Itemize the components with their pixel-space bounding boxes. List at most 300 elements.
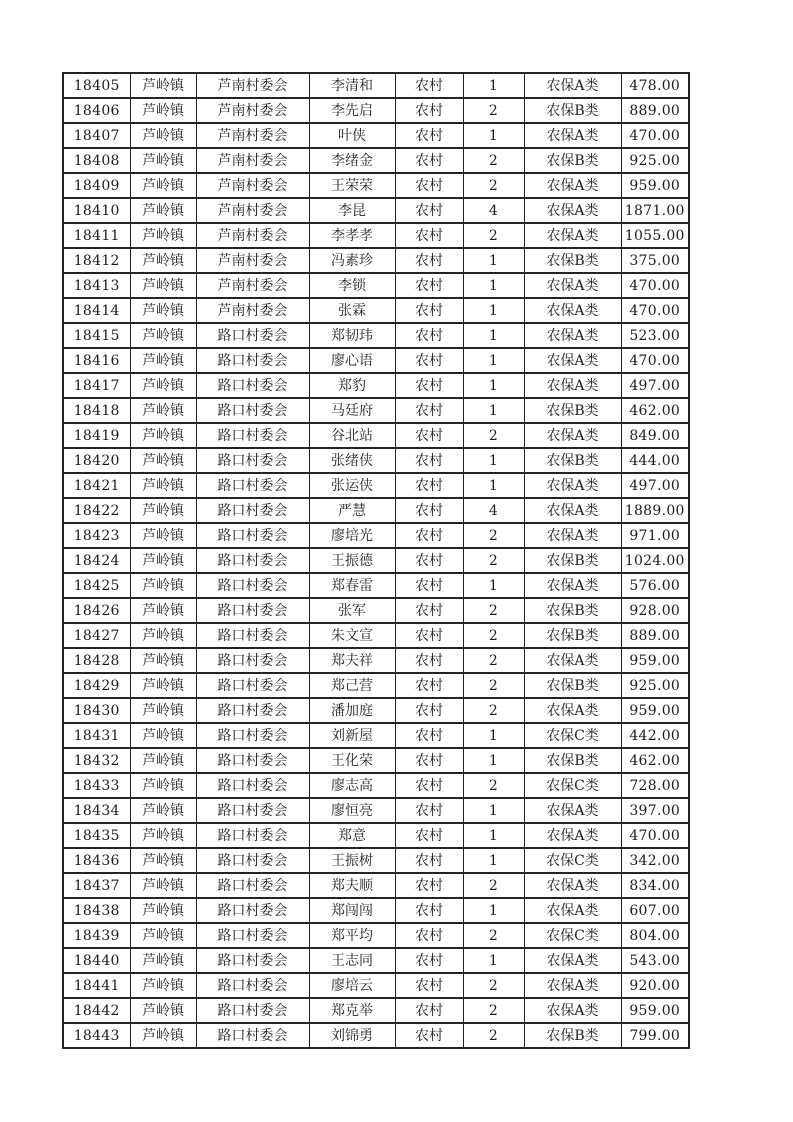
cell-name: 张军 (309, 598, 395, 623)
table-row (63, 723, 689, 748)
cell-id: 18407 (63, 123, 130, 148)
cell-village: 芦南村委会 (196, 73, 309, 98)
table-row (63, 698, 689, 723)
cell-name: 廖培光 (309, 523, 395, 548)
cell-id: 18417 (63, 373, 130, 398)
cell-town: 芦岭镇 (130, 423, 196, 448)
cell-town: 芦岭镇 (130, 248, 196, 273)
cell-village: 芦南村委会 (196, 223, 309, 248)
cell-count: 2 (463, 98, 524, 123)
cell-village: 路口村委会 (196, 573, 309, 598)
cell-name: 郑意 (309, 823, 395, 848)
cell-count: 1 (463, 273, 524, 298)
cell-village: 芦南村委会 (196, 123, 309, 148)
cell-id: 18408 (63, 148, 130, 173)
cell-type: 农村 (395, 998, 463, 1023)
table-row (63, 973, 689, 998)
table-row (63, 148, 689, 173)
cell-village: 路口村委会 (196, 423, 309, 448)
cell-count: 2 (463, 223, 524, 248)
cell-town: 芦岭镇 (130, 448, 196, 473)
cell-count: 1 (463, 798, 524, 823)
table-row (63, 223, 689, 248)
cell-amount: 971.00 (621, 523, 689, 548)
cell-village: 路口村委会 (196, 648, 309, 673)
cell-type: 农村 (395, 173, 463, 198)
cell-category: 农保A类 (524, 873, 621, 898)
cell-count: 2 (463, 173, 524, 198)
cell-village: 路口村委会 (196, 548, 309, 573)
cell-village: 路口村委会 (196, 773, 309, 798)
cell-town: 芦岭镇 (130, 848, 196, 873)
cell-name: 李孝孝 (309, 223, 395, 248)
cell-town: 芦岭镇 (130, 798, 196, 823)
cell-name: 郑克举 (309, 998, 395, 1023)
table-row (63, 523, 689, 548)
cell-type: 农村 (395, 223, 463, 248)
cell-id: 18434 (63, 798, 130, 823)
table-body (63, 73, 689, 1048)
cell-id: 18421 (63, 473, 130, 498)
cell-town: 芦岭镇 (130, 123, 196, 148)
table-row (63, 173, 689, 198)
cell-village: 路口村委会 (196, 798, 309, 823)
cell-amount: 442.00 (621, 723, 689, 748)
cell-type: 农村 (395, 198, 463, 223)
cell-count: 1 (463, 573, 524, 598)
cell-type: 农村 (395, 573, 463, 598)
cell-town: 芦岭镇 (130, 1023, 196, 1048)
cell-type: 农村 (395, 598, 463, 623)
table-row (63, 848, 689, 873)
cell-type: 农村 (395, 423, 463, 448)
cell-type: 农村 (395, 923, 463, 948)
cell-count: 1 (463, 948, 524, 973)
cell-village: 路口村委会 (196, 723, 309, 748)
cell-id: 18406 (63, 98, 130, 123)
cell-town: 芦岭镇 (130, 598, 196, 623)
cell-type: 农村 (395, 648, 463, 673)
cell-name: 廖心语 (309, 348, 395, 373)
cell-town: 芦岭镇 (130, 723, 196, 748)
cell-count: 2 (463, 148, 524, 173)
cell-category: 农保B类 (524, 673, 621, 698)
cell-count: 2 (463, 648, 524, 673)
cell-count: 1 (463, 323, 524, 348)
cell-name: 王振德 (309, 548, 395, 573)
cell-amount: 804.00 (621, 923, 689, 948)
cell-name: 王振树 (309, 848, 395, 873)
cell-count: 1 (463, 248, 524, 273)
cell-name: 郑夫顺 (309, 873, 395, 898)
cell-town: 芦岭镇 (130, 573, 196, 598)
cell-category: 农保A类 (524, 298, 621, 323)
cell-id: 18425 (63, 573, 130, 598)
table-row (63, 398, 689, 423)
cell-village: 路口村委会 (196, 848, 309, 873)
cell-count: 4 (463, 498, 524, 523)
table-row (63, 548, 689, 573)
cell-category: 农保A类 (524, 323, 621, 348)
table-row (63, 423, 689, 448)
cell-count: 1 (463, 398, 524, 423)
cell-category: 农保A类 (524, 798, 621, 823)
cell-type: 农村 (395, 748, 463, 773)
cell-category: 农保A类 (524, 498, 621, 523)
cell-village: 芦南村委会 (196, 198, 309, 223)
cell-amount: 925.00 (621, 148, 689, 173)
table-row (63, 948, 689, 973)
cell-town: 芦岭镇 (130, 973, 196, 998)
cell-town: 芦岭镇 (130, 748, 196, 773)
cell-town: 芦岭镇 (130, 273, 196, 298)
cell-name: 廖培云 (309, 973, 395, 998)
cell-village: 芦南村委会 (196, 248, 309, 273)
cell-type: 农村 (395, 323, 463, 348)
table-row (63, 373, 689, 398)
cell-id: 18436 (63, 848, 130, 873)
cell-amount: 607.00 (621, 898, 689, 923)
cell-amount: 1055.00 (621, 223, 689, 248)
cell-type: 农村 (395, 148, 463, 173)
cell-amount: 470.00 (621, 348, 689, 373)
cell-village: 路口村委会 (196, 323, 309, 348)
table-row (63, 748, 689, 773)
cell-name: 王化荣 (309, 748, 395, 773)
cell-id: 18430 (63, 698, 130, 723)
cell-type: 农村 (395, 1023, 463, 1048)
cell-town: 芦岭镇 (130, 823, 196, 848)
cell-town: 芦岭镇 (130, 623, 196, 648)
cell-id: 18442 (63, 998, 130, 1023)
cell-category: 农保A类 (524, 698, 621, 723)
cell-type: 农村 (395, 298, 463, 323)
cell-count: 1 (463, 473, 524, 498)
cell-amount: 497.00 (621, 473, 689, 498)
cell-count: 2 (463, 773, 524, 798)
cell-type: 农村 (395, 123, 463, 148)
cell-count: 2 (463, 598, 524, 623)
table-row (63, 923, 689, 948)
cell-amount: 959.00 (621, 698, 689, 723)
cell-type: 农村 (395, 248, 463, 273)
cell-category: 农保A类 (524, 648, 621, 673)
cell-name: 冯素珍 (309, 248, 395, 273)
cell-name: 郑平均 (309, 923, 395, 948)
cell-id: 18428 (63, 648, 130, 673)
cell-town: 芦岭镇 (130, 873, 196, 898)
cell-village: 路口村委会 (196, 698, 309, 723)
cell-village: 路口村委会 (196, 873, 309, 898)
table-row (63, 573, 689, 598)
cell-type: 农村 (395, 798, 463, 823)
cell-town: 芦岭镇 (130, 398, 196, 423)
cell-amount: 470.00 (621, 273, 689, 298)
cell-category: 农保A类 (524, 223, 621, 248)
cell-id: 18443 (63, 1023, 130, 1048)
cell-amount: 462.00 (621, 748, 689, 773)
cell-name: 郑闯闯 (309, 898, 395, 923)
cell-name: 张霖 (309, 298, 395, 323)
cell-category: 农保A类 (524, 348, 621, 373)
cell-type: 农村 (395, 73, 463, 98)
cell-count: 2 (463, 1023, 524, 1048)
table-row (63, 1023, 689, 1048)
cell-town: 芦岭镇 (130, 673, 196, 698)
cell-amount: 342.00 (621, 848, 689, 873)
cell-village: 路口村委会 (196, 673, 309, 698)
cell-town: 芦岭镇 (130, 323, 196, 348)
cell-village: 芦南村委会 (196, 98, 309, 123)
cell-category: 农保C类 (524, 923, 621, 948)
cell-category: 农保A类 (524, 998, 621, 1023)
cell-count: 1 (463, 123, 524, 148)
table-row (63, 473, 689, 498)
table-row (63, 123, 689, 148)
cell-type: 农村 (395, 898, 463, 923)
cell-type: 农村 (395, 98, 463, 123)
cell-id: 18415 (63, 323, 130, 348)
table-row (63, 73, 689, 98)
cell-type: 农村 (395, 398, 463, 423)
cell-village: 芦南村委会 (196, 298, 309, 323)
cell-id: 18426 (63, 598, 130, 623)
cell-village: 芦南村委会 (196, 148, 309, 173)
cell-amount: 470.00 (621, 123, 689, 148)
cell-id: 18423 (63, 523, 130, 548)
cell-id: 18411 (63, 223, 130, 248)
table-row (63, 98, 689, 123)
cell-amount: 576.00 (621, 573, 689, 598)
cell-amount: 889.00 (621, 623, 689, 648)
cell-count: 2 (463, 923, 524, 948)
cell-town: 芦岭镇 (130, 148, 196, 173)
table-row (63, 273, 689, 298)
table-row (63, 323, 689, 348)
cell-amount: 397.00 (621, 798, 689, 823)
table-row (63, 673, 689, 698)
cell-village: 路口村委会 (196, 923, 309, 948)
cell-amount: 959.00 (621, 648, 689, 673)
cell-id: 18422 (63, 498, 130, 523)
cell-town: 芦岭镇 (130, 198, 196, 223)
cell-amount: 1889.00 (621, 498, 689, 523)
table-row (63, 448, 689, 473)
cell-category: 农保B类 (524, 548, 621, 573)
cell-type: 农村 (395, 673, 463, 698)
cell-category: 农保A类 (524, 173, 621, 198)
cell-village: 路口村委会 (196, 498, 309, 523)
cell-category: 农保A类 (524, 123, 621, 148)
cell-count: 2 (463, 548, 524, 573)
cell-amount: 543.00 (621, 948, 689, 973)
cell-amount: 523.00 (621, 323, 689, 348)
cell-name: 李昆 (309, 198, 395, 223)
cell-amount: 959.00 (621, 173, 689, 198)
cell-town: 芦岭镇 (130, 523, 196, 548)
cell-id: 18419 (63, 423, 130, 448)
cell-count: 1 (463, 73, 524, 98)
cell-category: 农保A类 (524, 73, 621, 98)
cell-count: 1 (463, 298, 524, 323)
payment-table (62, 72, 690, 1049)
cell-amount: 375.00 (621, 248, 689, 273)
cell-name: 郑豹 (309, 373, 395, 398)
cell-count: 2 (463, 423, 524, 448)
cell-type: 农村 (395, 623, 463, 648)
cell-count: 1 (463, 898, 524, 923)
cell-name: 李清和 (309, 73, 395, 98)
cell-id: 18441 (63, 973, 130, 998)
cell-count: 1 (463, 348, 524, 373)
cell-name: 李锁 (309, 273, 395, 298)
cell-village: 路口村委会 (196, 1023, 309, 1048)
cell-village: 路口村委会 (196, 523, 309, 548)
cell-town: 芦岭镇 (130, 773, 196, 798)
cell-town: 芦岭镇 (130, 298, 196, 323)
cell-town: 芦岭镇 (130, 998, 196, 1023)
cell-category: 农保B类 (524, 623, 621, 648)
cell-village: 路口村委会 (196, 823, 309, 848)
cell-id: 18438 (63, 898, 130, 923)
cell-category: 农保A类 (524, 948, 621, 973)
cell-village: 路口村委会 (196, 473, 309, 498)
cell-category: 农保C类 (524, 773, 621, 798)
cell-name: 马廷府 (309, 398, 395, 423)
cell-id: 18440 (63, 948, 130, 973)
cell-type: 农村 (395, 548, 463, 573)
cell-amount: 928.00 (621, 598, 689, 623)
cell-id: 18414 (63, 298, 130, 323)
cell-town: 芦岭镇 (130, 498, 196, 523)
cell-category: 农保A类 (524, 273, 621, 298)
cell-id: 18433 (63, 773, 130, 798)
cell-id: 18424 (63, 548, 130, 573)
cell-type: 农村 (395, 948, 463, 973)
cell-type: 农村 (395, 848, 463, 873)
cell-amount: 728.00 (621, 773, 689, 798)
cell-category: 农保B类 (524, 598, 621, 623)
table-row (63, 773, 689, 798)
cell-village: 路口村委会 (196, 973, 309, 998)
cell-name: 廖志高 (309, 773, 395, 798)
cell-town: 芦岭镇 (130, 548, 196, 573)
cell-id: 18432 (63, 748, 130, 773)
cell-amount: 834.00 (621, 873, 689, 898)
cell-id: 18409 (63, 173, 130, 198)
cell-amount: 444.00 (621, 448, 689, 473)
cell-amount: 478.00 (621, 73, 689, 98)
cell-count: 2 (463, 973, 524, 998)
cell-id: 18429 (63, 673, 130, 698)
cell-town: 芦岭镇 (130, 373, 196, 398)
cell-type: 农村 (395, 698, 463, 723)
cell-name: 廖恒亮 (309, 798, 395, 823)
cell-count: 2 (463, 873, 524, 898)
cell-amount: 849.00 (621, 423, 689, 448)
cell-type: 农村 (395, 373, 463, 398)
cell-name: 谷北站 (309, 423, 395, 448)
cell-name: 张运侠 (309, 473, 395, 498)
cell-amount: 470.00 (621, 298, 689, 323)
table-row (63, 798, 689, 823)
cell-village: 路口村委会 (196, 948, 309, 973)
cell-id: 18437 (63, 873, 130, 898)
table-row (63, 823, 689, 848)
cell-category: 农保A类 (524, 198, 621, 223)
cell-town: 芦岭镇 (130, 923, 196, 948)
cell-amount: 889.00 (621, 98, 689, 123)
cell-name: 严慧 (309, 498, 395, 523)
cell-category: 农保C类 (524, 723, 621, 748)
cell-category: 农保B类 (524, 98, 621, 123)
cell-village: 芦南村委会 (196, 173, 309, 198)
cell-village: 路口村委会 (196, 448, 309, 473)
cell-count: 2 (463, 698, 524, 723)
cell-village: 路口村委会 (196, 348, 309, 373)
cell-count: 2 (463, 673, 524, 698)
cell-name: 郑春雷 (309, 573, 395, 598)
cell-town: 芦岭镇 (130, 898, 196, 923)
cell-village: 路口村委会 (196, 998, 309, 1023)
cell-id: 18431 (63, 723, 130, 748)
table-row (63, 498, 689, 523)
cell-name: 郑夫祥 (309, 648, 395, 673)
cell-village: 路口村委会 (196, 623, 309, 648)
cell-id: 18412 (63, 248, 130, 273)
cell-count: 1 (463, 823, 524, 848)
cell-count: 2 (463, 998, 524, 1023)
cell-category: 农保A类 (524, 423, 621, 448)
cell-name: 郑己营 (309, 673, 395, 698)
cell-type: 农村 (395, 723, 463, 748)
cell-village: 路口村委会 (196, 598, 309, 623)
cell-name: 潘加庭 (309, 698, 395, 723)
cell-town: 芦岭镇 (130, 73, 196, 98)
cell-id: 18435 (63, 823, 130, 848)
table-row (63, 898, 689, 923)
cell-category: 农保B类 (524, 1023, 621, 1048)
table-row (63, 873, 689, 898)
cell-id: 18413 (63, 273, 130, 298)
cell-type: 农村 (395, 498, 463, 523)
table-row (63, 623, 689, 648)
cell-category: 农保C类 (524, 848, 621, 873)
cell-name: 叶侠 (309, 123, 395, 148)
cell-category: 农保B类 (524, 398, 621, 423)
cell-type: 农村 (395, 273, 463, 298)
cell-count: 4 (463, 198, 524, 223)
cell-count: 1 (463, 748, 524, 773)
table-row (63, 198, 689, 223)
cell-town: 芦岭镇 (130, 173, 196, 198)
cell-village: 芦南村委会 (196, 273, 309, 298)
cell-amount: 920.00 (621, 973, 689, 998)
cell-category: 农保B类 (524, 148, 621, 173)
cell-type: 农村 (395, 473, 463, 498)
table-row (63, 298, 689, 323)
cell-id: 18427 (63, 623, 130, 648)
cell-village: 路口村委会 (196, 398, 309, 423)
cell-name: 李先启 (309, 98, 395, 123)
cell-category: 农保B类 (524, 248, 621, 273)
cell-town: 芦岭镇 (130, 473, 196, 498)
cell-name: 王志同 (309, 948, 395, 973)
cell-town: 芦岭镇 (130, 648, 196, 673)
cell-id: 18405 (63, 73, 130, 98)
cell-category: 农保B类 (524, 748, 621, 773)
cell-count: 2 (463, 623, 524, 648)
